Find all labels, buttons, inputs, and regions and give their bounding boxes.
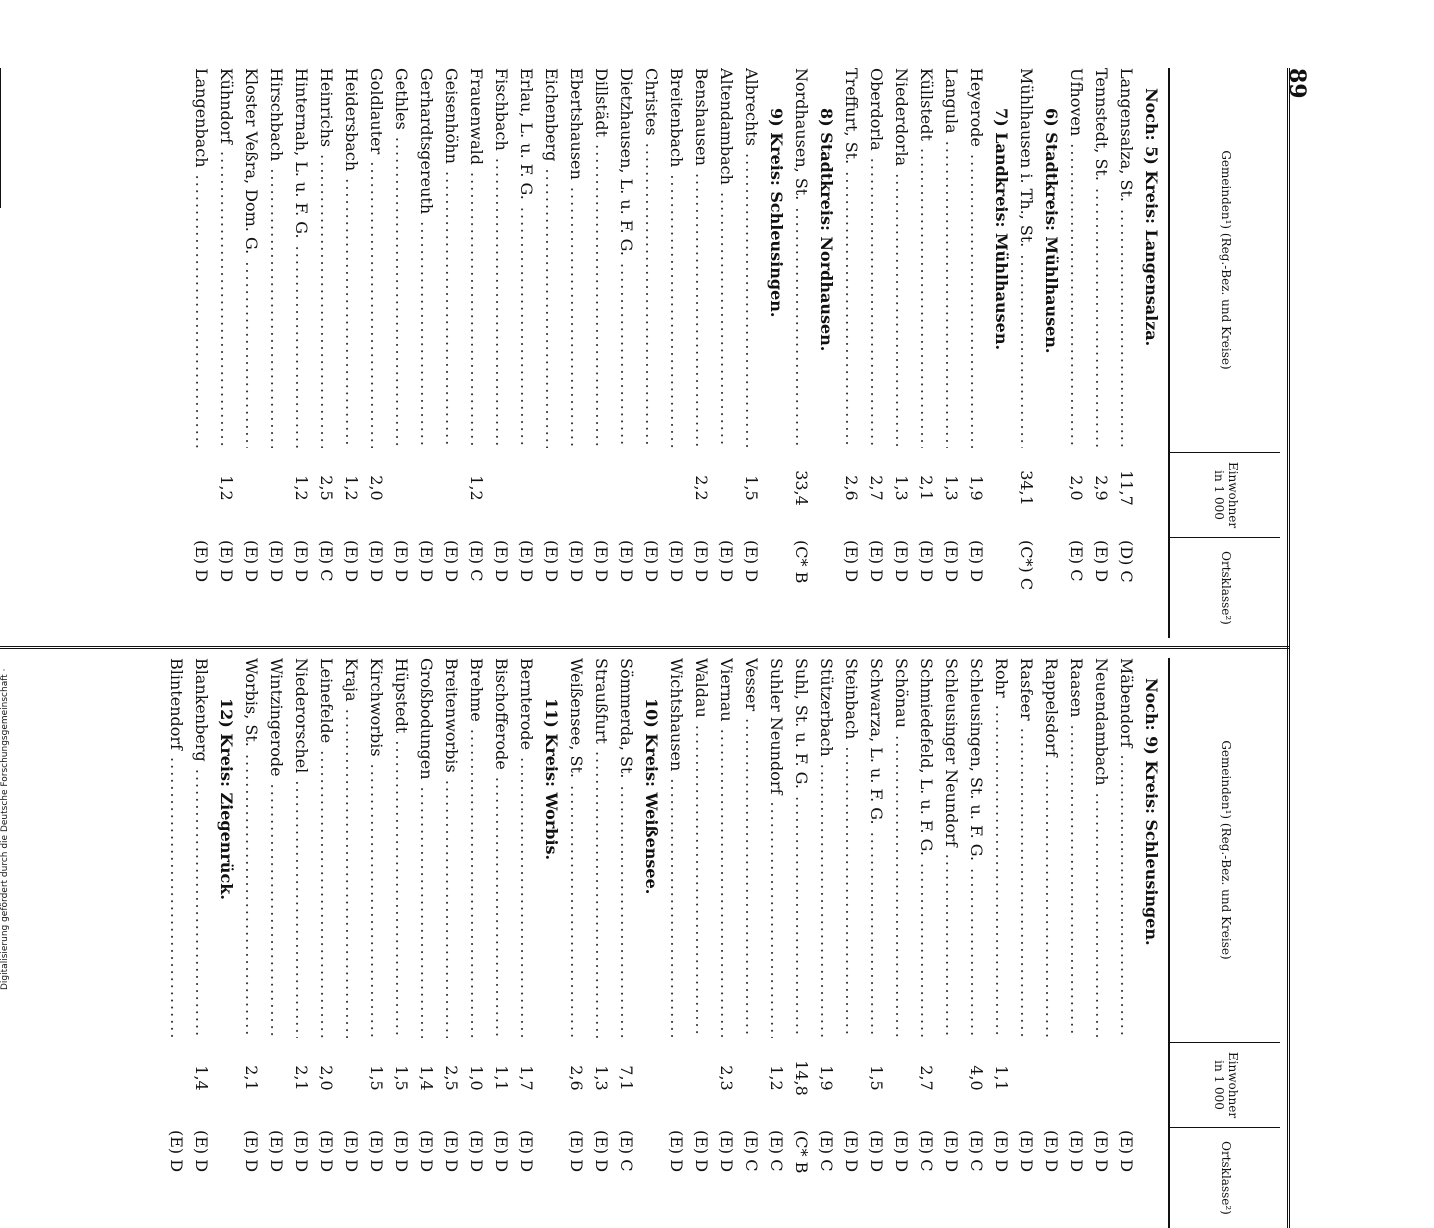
einwohner-value: 1,3 [892,475,911,501]
ortsklasse-value: (E) D [967,540,986,583]
einwohner-value: 34,1 [1017,470,1036,506]
gemeinde-name: Schleusingen, St. u. F. G. ..... [967,658,986,1038]
gemeinde-name: Wichtshausen ..... [667,658,686,1038]
gemeinde-name: Viernau ..... [717,658,736,1038]
gemeinde-name: Straußfurt ..... [592,658,611,1038]
gemeinde-name: Gethles ..... [392,68,411,448]
einwohner-value: 2,0 [317,1065,336,1091]
section-heading-row [1139,658,1164,1228]
ortsklasse-value: (E) D [692,540,711,583]
table-row [514,658,539,1228]
table-row [914,68,939,638]
table-row [439,68,464,638]
ortsklasse-value: (E) D [242,1130,261,1173]
gemeinde-name: Fischbach ..... [492,68,511,448]
ortsklasse-value: (E) D [192,540,211,583]
gemeinde-name: Goldlauter ..... [367,68,386,448]
gemeinde-name: Brehme ..... [467,658,486,1038]
gemeinde-name: Tennstedt, St. ..... [1092,68,1111,448]
table-row [364,658,389,1228]
gemeinde-name: Kühndorf ..... [217,68,236,448]
ortsklasse-value: (E) D [292,540,311,583]
gemeinde-name: Bernterode ..... [517,658,536,1038]
gemeinde-name: Rohr ..... [992,658,1011,1038]
gemeinde-name: Albrechts ..... [742,68,761,448]
einwohner-value: 1,2 [767,1065,786,1091]
gemeinde-name: 9) Kreis: Schleusingen. [767,108,786,318]
table-row [1014,68,1039,638]
ortsklasse-value: (E) D [442,1130,461,1173]
gemeinde-name: Suhler Neundorf ..... [767,658,786,1038]
gemeinde-name: 8) Stadtkreis: Nordhausen. [817,108,836,352]
gemeinde-name: Heinrichs ..... [317,68,336,448]
ortsklasse-value: (E) D [417,540,436,583]
table-row [614,68,639,638]
gemeinde-name: Heyerode ..... [967,68,986,448]
gemeinde-name: Hüpstedt ..... [392,658,411,1038]
gemeinde-name: Heidersbach ..... [342,68,361,448]
table-header [1168,658,1280,1228]
einwohner-value: 1,5 [742,475,761,501]
header-ortsklasse: Ortsklasse²) [1218,551,1233,625]
gemeinde-name: Mühlhausen i. Th., St. ..... [1017,68,1036,448]
ortsklasse-value: (E) D [392,540,411,583]
table-header [1168,68,1280,638]
footnote-rule [0,68,1,208]
ortsklasse-value: (E) D [267,540,286,583]
ortsklasse-value: (E) D [342,540,361,583]
gemeinde-name: Rappelsdorf ..... [1042,658,1061,1038]
gemeinde-name: Noch: 5) Kreis: Langensalza. [1142,88,1161,347]
ortsklasse-value: (E) D [442,540,461,583]
gemeinde-name: Oberdorla ..... [867,68,886,448]
header-einwohner: Einwohner in 1 000 [1170,1043,1280,1128]
table-row [714,68,739,638]
table-row [939,68,964,638]
einwohner-value: 2,9 [1092,475,1111,501]
ortsklasse-value: (E) D [1042,1130,1061,1173]
ortsklasse-value: (E) D [717,1130,736,1173]
einwohner-value: 4,0 [967,1065,986,1091]
ortsklasse-value: (E) D [567,540,586,583]
gemeinde-name: Großbodungen ..... [417,658,436,1038]
gemeinde-name: Schleusinger Neundorf ..... [942,658,961,1038]
table-row [664,68,689,638]
ortsklasse-value: (E) C [817,1130,836,1172]
ortsklasse-value: (E) D [467,1130,486,1173]
table-row [564,658,589,1228]
table-row [439,658,464,1228]
table-row [1114,658,1139,1228]
ortsklasse-value: (E) D [567,1130,586,1173]
ortsklasse-value: (E) D [642,540,661,583]
table-row [414,68,439,638]
einwohner-value: 7,1 [617,1065,636,1091]
ortsklasse-value: (E) D [342,1130,361,1173]
table-row [514,68,539,638]
gemeinde-name: Gerhardtsgereuth ..... [417,68,436,448]
table-row [164,658,189,1228]
gemeinde-name: Stützerbach ..... [817,658,836,1038]
einwohner-value: 14,8 [792,1060,811,1096]
ortsklasse-value: (E) D [892,1130,911,1173]
ortsklasse-value: (E) D [667,540,686,583]
table-row [389,68,414,638]
einwohner-value: 1,5 [367,1065,386,1091]
table-row [464,68,489,638]
ortsklasse-value: (E) D [542,540,561,583]
table-row [739,68,764,638]
gemeinde-name: Neuendambach ..... [1092,658,1111,1038]
ortsklasse-value: (E) D [192,1130,211,1173]
section-heading-row [814,68,839,638]
einwohner-value: 1,0 [467,1065,486,1091]
gemeinde-name: Sömmerda, St. ..... [617,658,636,1038]
gemeinde-name: Rasfeer ..... [1017,658,1036,1038]
einwohner-value: 1,2 [467,475,486,501]
ortsklasse-value: (E) D [317,1130,336,1173]
section-heading-row [1039,68,1064,638]
gemeinde-name: Kraja ..... [342,658,361,1038]
gemeinde-name: Noch: 9) Kreis: Schleusingen. [1142,678,1161,946]
table-row [1064,68,1089,638]
table-row [964,68,989,638]
ortsklasse-value: (E) D [1092,1130,1111,1173]
gemeinde-name: Hinternah, L. u. F. G. ..... [292,68,311,448]
table-row [814,658,839,1228]
einwohner-value: 2,7 [917,1065,936,1091]
gemeinde-name: 10) Kreis: Weißensee. [642,698,661,895]
gemeinde-name: 7) Landkreis: Mühlhausen. [992,108,1011,351]
header-gemeinden: Gemeinden¹) (Reg.-Bez. und Kreise) [1170,658,1280,1043]
ortsklasse-value: (E) D [367,1130,386,1173]
gemeinde-name: Kirchworbis ..... [367,658,386,1038]
section-heading-row [639,658,664,1228]
einwohner-value: 1,3 [592,1065,611,1091]
einwohner-value: 1,9 [817,1065,836,1091]
gemeinde-name: Weißensee, St. ..... [567,658,586,1038]
table-row [664,658,689,1228]
gemeinde-name: Eichenberg ..... [542,68,561,448]
table-row [914,658,939,1228]
table-row [864,658,889,1228]
gemeinde-name: Dillstädt ..... [592,68,611,448]
ortsklasse-value: (E) D [692,1130,711,1173]
ortsklasse-value: (E) D [942,540,961,583]
einwohner-value: 2,3 [717,1065,736,1091]
table-row [464,658,489,1228]
gemeinde-name: Schmiedefeld, L. u. F. G. ..... [917,658,936,1038]
ortsklasse-value: (C* B [792,1130,811,1174]
table-row [1089,68,1114,638]
gemeinde-name: Dietzhausen, L. u. F. G. ..... [617,68,636,448]
ortsklasse-value: (E) C [617,1130,636,1172]
table-row [889,68,914,638]
table-row [889,658,914,1228]
table-row [714,658,739,1228]
table-row [839,68,864,638]
gemeinde-name: Breitenbach ..... [667,68,686,448]
table-row [339,68,364,638]
table-row [789,68,814,638]
table-row [264,68,289,638]
ortsklasse-value: (C*) C [1017,540,1036,591]
gemeinde-name: Waldau ..... [692,658,711,1038]
table-row [414,658,439,1228]
table-row [614,658,639,1228]
gemeinde-name: Küllstedt ..... [917,68,936,448]
table-row [289,68,314,638]
einwohner-value: 11,7 [1117,470,1136,506]
header-ortsklasse: Ortsklasse²) [1218,1141,1233,1215]
ortsklasse-value: (E) D [517,540,536,583]
einwohner-value: 2,0 [1067,475,1086,501]
table-row [339,658,364,1228]
gemeinde-name: Treffurt, St. ..... [842,68,861,448]
gemeinde-name: Hirschbach ..... [267,68,286,448]
ortsklasse-value: (E) D [592,540,611,583]
column-separator [0,646,1290,649]
section-heading-row [989,68,1014,638]
section-heading-row [764,68,789,638]
table-row [189,658,214,1228]
einwohner-value: 1,7 [517,1065,536,1091]
ortsklasse-value: (E) D [842,540,861,583]
rotated-page [0,68,1310,1228]
ortsklasse-value: (E) D [867,1130,886,1173]
section-heading-row [1139,68,1164,638]
einwohner-value: 1,1 [492,1065,511,1091]
gemeinde-name: Ufhoven ..... [1067,68,1086,448]
ortsklasse-value: (E) D [292,1130,311,1173]
ortsklasse-value: (C* B [792,540,811,584]
table-row [289,658,314,1228]
einwohner-value: 2,1 [917,475,936,501]
ortsklasse-value: (E) D [742,540,761,583]
ortsklasse-value: (E) C [767,1130,786,1172]
gemeinde-name: Worbis, St. ..... [242,658,261,1038]
table-row [364,68,389,638]
table-row [489,68,514,638]
einwohner-value: 2,5 [442,1065,461,1091]
table-row [1014,658,1039,1228]
ortsklasse-value: (E) D [517,1130,536,1173]
table-row [789,658,814,1228]
ortsklasse-value: (E) D [267,1130,286,1173]
ortsklasse-value: (E) D [667,1130,686,1173]
ortsklasse-value: (E) D [867,540,886,583]
section-heading-row [539,658,564,1228]
einwohner-value: 2,6 [567,1065,586,1091]
gemeinde-name: 11) Kreis: Worbis. [542,698,561,861]
ortsklasse-value: (E) D [617,540,636,583]
ortsklasse-value: (E) D [167,1130,186,1173]
right-rows [164,658,1168,1228]
gemeinde-name: Niederdorla ..... [892,68,911,448]
gemeinde-name: Geisenhöhn ..... [442,68,461,448]
gemeinde-name: Kloster Veßra, Dom. G. ..... [242,68,261,448]
header-einwohner: Einwohner in 1 000 [1170,453,1280,538]
gemeinde-name: Mäbendorf ..... [1117,658,1136,1038]
einwohner-value: 2,0 [367,475,386,501]
ortsklasse-value: (E) C [317,540,336,582]
ortsklasse-value: (E) C [917,1130,936,1172]
section-heading-row [214,658,239,1228]
table-row [639,68,664,638]
gemeinde-name: Christes ..... [642,68,661,448]
einwohner-value: 2,2 [692,475,711,501]
gemeinde-name: Blankenberg ..... [192,658,211,1038]
ortsklasse-value: (E) D [492,540,511,583]
gemeinde-name: 6) Stadtkreis: Mühlhausen. [1042,108,1061,354]
table-row [864,68,889,638]
ortsklasse-value: (E) D [592,1130,611,1173]
table-row [739,658,764,1228]
table-row [389,658,414,1228]
ortsklasse-value: (E) C [967,1130,986,1172]
table-row [264,658,289,1228]
ortsklasse-value: (E) D [1117,1130,1136,1173]
table-row [1114,68,1139,638]
table-row [589,68,614,638]
ortsklasse-value: (E) D [417,1130,436,1173]
gemeinde-name: 12) Kreis: Ziegenrück. [217,698,236,900]
ortsklasse-value: (E) C [467,540,486,582]
gemeinde-name: Niederorschel ..... [292,658,311,1038]
einwohner-value: 2,5 [317,475,336,501]
einwohner-value: 1,1 [992,1065,1011,1091]
ortsklasse-value: (E) D [1067,1130,1086,1173]
gemeinde-name: Schwarza, L. u. F. G. ..... [867,658,886,1038]
table-row [314,68,339,638]
einwohner-value: 2,6 [842,475,861,501]
table-row [764,658,789,1228]
table-row [214,68,239,638]
ortsklasse-value: (D) C [1117,540,1136,583]
table-row [989,658,1014,1228]
gemeinde-name: Vesser ..... [742,658,761,1038]
ortsklasse-value: (E) D [1017,1130,1036,1173]
gemeinde-name: Blintendorf ..... [167,658,186,1038]
gemeinde-name: Suhl, St. u. F. G. ..... [792,658,811,1038]
ortsklasse-value: (E) D [992,1130,1011,1173]
einwohner-value: 1,4 [417,1065,436,1091]
table-row [939,658,964,1228]
einwohner-value: 1,2 [342,475,361,501]
einwohner-value: 2,7 [867,475,886,501]
gemeinde-name: Frauenwald ..... [467,68,486,448]
einwohner-value: 33,4 [792,470,811,506]
gemeinde-name: Bischofferode ..... [492,658,511,1038]
digitization-credit-text: Digitalisierung gefördert durch die Deutsche Forschungsgemeinschaft · [0,668,10,990]
einwohner-value: 2,1 [242,1065,261,1091]
gemeinde-name: Leinefelde ..... [317,658,336,1038]
ortsklasse-value: (E) D [242,540,261,583]
ortsklasse-value: (E) D [367,540,386,583]
ortsklasse-value: (E) D [217,540,236,583]
table-row [564,68,589,638]
table-row [539,68,564,638]
table-row [189,68,214,638]
einwohner-value: 1,5 [392,1065,411,1091]
table-row [489,658,514,1228]
gemeinde-name: Langula ..... [942,68,961,448]
gemeinde-name: Wintzingerode ..... [267,658,286,1038]
table-row [314,658,339,1228]
gemeinde-name: Langenbach ..... [192,68,211,448]
left-table [10,68,1280,638]
table-row [689,68,714,638]
ortsklasse-value: (E) D [892,540,911,583]
einwohner-value: 1,2 [292,475,311,501]
ortsklasse-value: (E) D [842,1130,861,1173]
gemeinde-name: Raasen ..... [1067,658,1086,1038]
table-row [839,658,864,1228]
gemeinde-name: Schönau ..... [892,658,911,1038]
table-row [1039,658,1064,1228]
ortsklasse-value: (E) D [1092,540,1111,583]
table-row [589,658,614,1228]
gemeinde-name: Altendambach ..... [717,68,736,448]
gemeinde-name: Erlau, L. u. F. G. ..... [517,68,536,448]
einwohner-value: 1,2 [217,475,236,501]
einwohner-value: 1,3 [942,475,961,501]
einwohner-value: 1,9 [967,475,986,501]
ortsklasse-value: (E) D [917,540,936,583]
ortsklasse-value: (E) D [942,1130,961,1173]
ortsklasse-value: (E) D [717,540,736,583]
gemeinde-name: Steinbach ..... [842,658,861,1038]
gemeinde-name: Benshausen ..... [692,68,711,448]
gemeinde-name: Breitenworbis ..... [442,658,461,1038]
table-row [1089,658,1114,1228]
header-gemeinden: Gemeinden¹) (Reg.-Bez. und Kreise) [1170,68,1280,453]
ortsklasse-value: (E) D [392,1130,411,1173]
gemeinde-name: Ebertshausen ..... [567,68,586,448]
page-number: 89 [1284,68,1310,99]
gemeinde-name: Nordhausen, St. ..... [792,68,811,448]
right-table [10,658,1280,1228]
ortsklasse-value: (E) C [742,1130,761,1172]
einwohner-value: 1,4 [192,1065,211,1091]
gemeinde-name: Langensalza, St. ..... [1117,68,1136,448]
table-row [239,658,264,1228]
table-row [689,658,714,1228]
table-row [239,68,264,638]
ortsklasse-value: (E) C [1067,540,1086,582]
ortsklasse-value: (E) D [492,1130,511,1173]
einwohner-value: 1,5 [867,1065,886,1091]
table-row [1064,658,1089,1228]
table-row [964,658,989,1228]
left-rows [189,68,1168,638]
einwohner-value: 2,1 [292,1065,311,1091]
